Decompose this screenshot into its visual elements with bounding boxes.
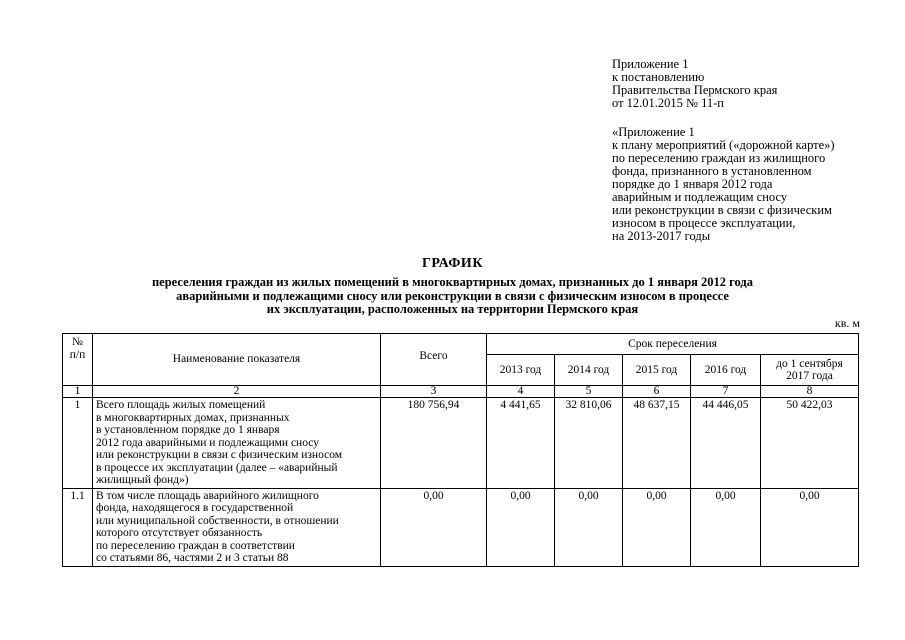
row-name-line: которого отсутствует обязанность (96, 527, 263, 539)
row-name-line: или муниципальной собственности, в отношении (96, 514, 339, 527)
row-value-2014: 0,00 (555, 488, 623, 566)
header-year-2014: 2014 год (555, 355, 623, 386)
subtitle-line: их эксплуатации, расположенных на территории Пермского края (266, 302, 639, 316)
appendix-2-block (612, 126, 835, 243)
appendix-line: на 2013-2017 годы (612, 229, 711, 243)
header-period: Срок переселения (487, 334, 859, 355)
header-year-2015: 2015 год (623, 355, 691, 386)
row-value-2016: 0,00 (691, 488, 761, 566)
column-number: 6 (623, 386, 691, 398)
row-name-line: в процессе их эксплуатации (далее – «аварийный (96, 461, 338, 474)
header-year-2013: 2013 год (487, 355, 555, 386)
row-name-line: или реконструкции в связи с физическим износом (96, 449, 343, 461)
schedule-table (62, 333, 859, 567)
appendix-line: по переселению граждан из жилищного (612, 151, 826, 165)
row-name-line: жилищный фонд») (96, 474, 189, 486)
subtitle-line: переселения граждан из жилых помещений в многоквартирных домах, признанных до 1 января 2012 года (151, 275, 753, 289)
appendix-line: фонда, признанного в установленном (612, 164, 812, 178)
header-year-2017: до 1 сентября 2017 года (761, 355, 859, 386)
column-numbers-row (63, 386, 859, 398)
table-row (63, 398, 859, 489)
appendix-line: «Приложение 1 (612, 125, 695, 139)
appendix-line: Приложение 1 (612, 57, 689, 71)
row-value-2013: 4 441,65 (487, 398, 555, 489)
column-number: 4 (487, 386, 555, 398)
column-number: 7 (691, 386, 761, 398)
row-value-2017: 0,00 (761, 488, 859, 566)
appendix-line: аварийным и подлежащим сносу (612, 190, 788, 204)
appendix-line: порядке до 1 января 2012 года (612, 177, 773, 191)
table-header-row (63, 334, 859, 355)
row-name (93, 488, 381, 566)
column-number: 1 (63, 386, 93, 398)
row-value-2015: 0,00 (623, 488, 691, 566)
column-number: 5 (555, 386, 623, 398)
row-name-line: фонда, находящегося в государственной (96, 502, 294, 514)
appendix-line: Правительства Пермского края (612, 83, 778, 97)
header-name: Наименование показателя (93, 334, 381, 386)
appendix-1-block (612, 58, 777, 110)
appendix-line: к плану мероприятий («дорожной карте») (612, 138, 835, 152)
header-num: № п/п (63, 334, 93, 386)
row-name-line: по переселению граждан в соответствии (96, 539, 295, 552)
column-number: 3 (381, 386, 487, 398)
row-value-2013: 0,00 (487, 488, 555, 566)
subtitle-line: аварийными и подлежащими сносу или реконструкции в связи с физическим износом в процессе (176, 288, 729, 303)
table-row (63, 488, 859, 566)
row-name-line: со статьями 86, частями 2 и 3 статьи 88 (96, 552, 289, 564)
row-name-line: в установленном порядке до 1 января (96, 424, 280, 436)
appendix-line: к постановлению (612, 70, 705, 84)
row-total: 0,00 (381, 488, 487, 566)
row-name (93, 398, 381, 489)
row-total: 180 756,94 (381, 398, 487, 489)
header-total: Всего (381, 334, 487, 386)
appendix-line: износом в процессе эксплуатации, (612, 216, 796, 230)
row-name-line: Всего площадь жилых помещений (96, 399, 266, 411)
header-year-2016: 2016 год (691, 355, 761, 386)
column-number: 2 (93, 386, 381, 398)
row-num: 1 (63, 398, 93, 489)
row-name-line: в многоквартирных домах, признанных (96, 411, 290, 424)
column-number: 8 (761, 386, 859, 398)
row-name-line: 2012 года аварийными и подлежащими сносу (96, 436, 319, 449)
appendix-line: от 12.01.2015 № 11-п (612, 96, 724, 110)
row-value-2015: 48 637,15 (623, 398, 691, 489)
appendix-line: или реконструкции в связи с физическим (612, 203, 832, 217)
row-name-line: В том числе площадь аварийного жилищного (96, 489, 319, 502)
row-value-2014: 32 810,06 (555, 398, 623, 489)
document-subtitle (0, 276, 905, 317)
row-num: 1.1 (63, 488, 93, 566)
document-title: ГРАФИК (422, 256, 483, 271)
row-value-2017: 50 422,03 (761, 398, 859, 489)
row-value-2016: 44 446,05 (691, 398, 761, 489)
units-label: кв. м (834, 316, 860, 330)
